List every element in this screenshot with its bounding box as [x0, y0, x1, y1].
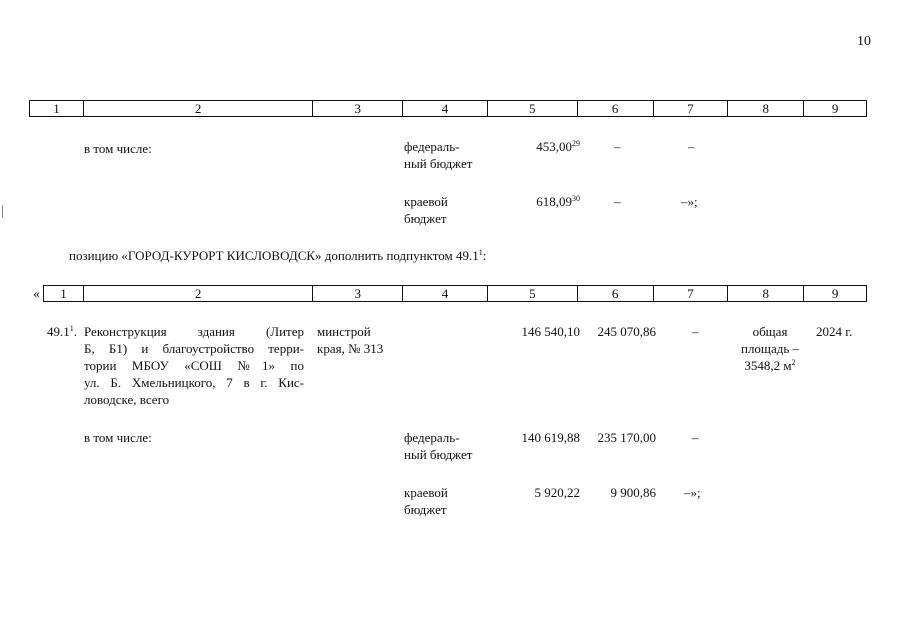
- table-header-row: [29, 100, 867, 117]
- header-cell: 8: [728, 101, 804, 116]
- funding-source-line: краевой: [404, 194, 448, 209]
- item-col7: –: [692, 324, 699, 339]
- instruction-body: позицию «ГОРОД-КУРОРТ КИСЛОВОДСК» дополнить подпунктом 49.1: [69, 248, 479, 263]
- including-label: в том числе:: [84, 430, 152, 445]
- responsible-ministry: [317, 323, 383, 357]
- funding-source: [404, 484, 448, 518]
- area-line: площадь –: [740, 341, 800, 356]
- opening-quote: «: [33, 287, 40, 302]
- amount-col5: [490, 138, 580, 155]
- amount-value: 618,09: [536, 194, 572, 209]
- header-cell: 4: [403, 101, 488, 116]
- description-line: ловодске, всего: [84, 392, 170, 407]
- header-cell: 2: [84, 101, 313, 116]
- header-cell: 3: [313, 286, 403, 301]
- header-cell: 9: [831, 286, 839, 301]
- funding-source: [404, 138, 472, 172]
- footnote-ref: 29: [572, 139, 580, 148]
- header-cell: 2: [84, 286, 313, 301]
- header-cell: 1: [30, 101, 84, 116]
- header-cell: 8: [728, 286, 804, 301]
- funding-source-line: бюджет: [404, 211, 447, 226]
- funding-source: [404, 193, 448, 227]
- description-line: ул. Б. Хмельницкого, 7 в г. Кис-: [84, 375, 304, 390]
- funding-source: [404, 429, 472, 463]
- header-cell: 5: [488, 286, 578, 301]
- funding-source-line: федераль-: [404, 139, 460, 154]
- area-unit-sup: 2: [791, 358, 796, 367]
- ministry-line: края, № 313: [317, 341, 384, 356]
- amount-col5: [490, 193, 580, 210]
- area-line: общая: [752, 324, 788, 339]
- area-line: [731, 357, 809, 374]
- funding-source-line: федераль-: [404, 430, 460, 445]
- item-col9: 2024 г.: [816, 324, 853, 339]
- header-cell: 1: [44, 286, 84, 301]
- including-label: в том числе:: [84, 141, 152, 156]
- header-cell: 7: [654, 101, 729, 116]
- header-cell: 7: [654, 286, 729, 301]
- table-header-row: [43, 285, 867, 302]
- ministry-line: минстрой: [317, 324, 371, 339]
- item-number-sup: 1: [69, 324, 74, 333]
- instruction-text: [69, 247, 486, 264]
- footnote-ref: 30: [572, 194, 580, 203]
- amount-col7: –: [692, 430, 699, 445]
- amount-value: 453,00: [536, 139, 572, 154]
- description-line: тории МБОУ «СОШ №1» по: [84, 358, 304, 373]
- item-number-tail: .: [73, 324, 77, 339]
- item-col5: 146 540,10: [521, 324, 580, 339]
- item-number: [47, 323, 77, 340]
- item-col6: 245 070,86: [597, 324, 656, 339]
- header-cell: 6: [578, 286, 654, 301]
- header-cell: 5: [488, 101, 578, 116]
- amount-col6: –: [614, 139, 621, 154]
- header-cell: 4: [403, 286, 488, 301]
- item-description: [84, 323, 304, 408]
- description-line: Б, Б1) и благоустройство терри-: [84, 341, 304, 356]
- header-cell: 6: [578, 101, 654, 116]
- amount-col6: –: [614, 194, 621, 209]
- funding-source-line: бюджет: [404, 502, 447, 517]
- page-number: 10: [857, 34, 871, 49]
- amount-col7: –: [688, 139, 695, 154]
- header-cell: 9: [831, 101, 839, 116]
- instruction-tail: :: [482, 248, 487, 263]
- amount-col5: 5 920,22: [534, 485, 580, 500]
- funding-source-line: ный бюджет: [404, 156, 473, 171]
- header-cell: 3: [313, 101, 403, 116]
- description-line: Реконструкция здания (Литер: [84, 324, 304, 339]
- amount-col6: 9 900,86: [610, 485, 656, 500]
- amount-col7: –»;: [684, 485, 701, 500]
- funding-source-line: ный бюджет: [404, 447, 473, 462]
- item-col8: [731, 323, 809, 374]
- instruction-sup: 1: [478, 248, 483, 257]
- scan-mark: [2, 205, 3, 218]
- item-number-value: 49.1: [47, 324, 70, 339]
- funding-source-line: краевой: [404, 485, 448, 500]
- amount-col6: 235 170,00: [597, 430, 656, 445]
- area-value: 3548,2 м: [744, 358, 792, 373]
- amount-col7: –»;: [681, 194, 698, 209]
- amount-col5: 140 619,88: [521, 430, 580, 445]
